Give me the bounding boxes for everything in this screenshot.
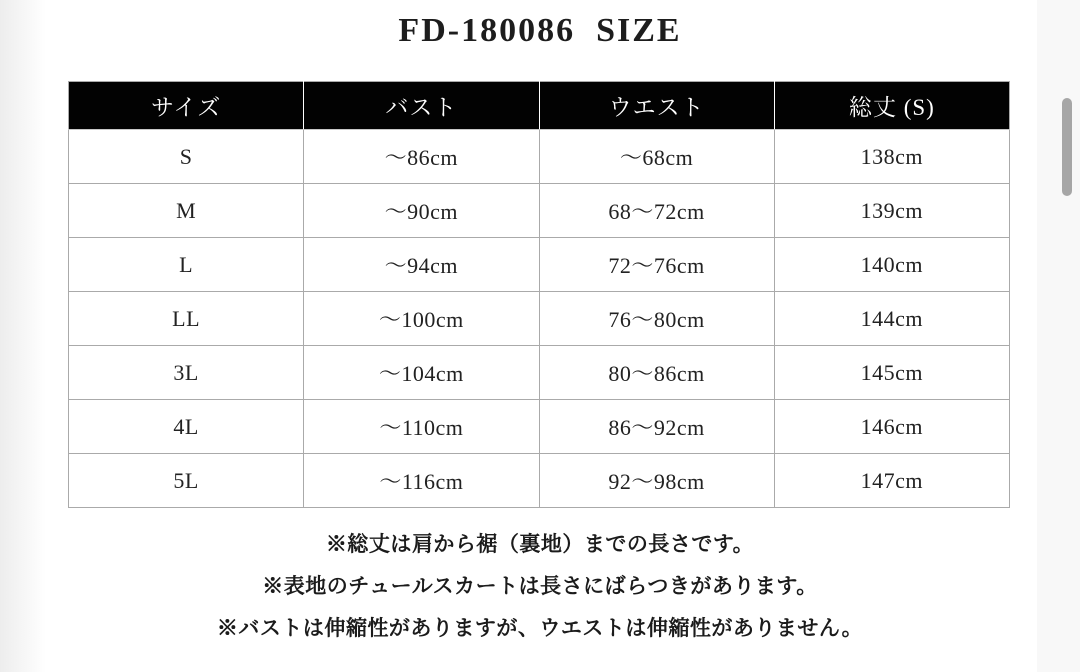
measurement-cell: 80～86cm — [539, 346, 774, 400]
measurement-cell: 144cm — [774, 292, 1009, 346]
measurement-cell: ～86cm — [304, 130, 539, 184]
table-row — [69, 130, 1010, 184]
size-chart — [68, 81, 1010, 508]
size-label-cell: M — [69, 184, 304, 238]
size-label-cell: 4L — [69, 400, 304, 454]
measurement-cell: ～104cm — [304, 346, 539, 400]
size-label-cell: 3L — [69, 346, 304, 400]
footnote-line: ※表地のチュールスカートは長さにばらつきがあります。 — [262, 574, 818, 598]
page-title: FD-180086 SIZE — [398, 12, 682, 49]
measurement-cell: ～90cm — [304, 184, 539, 238]
measurement-cell: ～94cm — [304, 238, 539, 292]
column-header: 総丈 (S) — [774, 82, 1009, 130]
measurement-cell: 86～92cm — [539, 400, 774, 454]
measurement-cell: ～110cm — [304, 400, 539, 454]
measurement-cell: 92～98cm — [539, 454, 774, 508]
measurement-cell: 72～76cm — [539, 238, 774, 292]
measurement-cell: 139cm — [774, 184, 1009, 238]
column-header: ウエスト — [539, 82, 774, 130]
scrollbar-thumb[interactable] — [1062, 98, 1072, 196]
table-row — [69, 400, 1010, 454]
measurement-cell: 140cm — [774, 238, 1009, 292]
column-header: サイズ — [69, 82, 304, 130]
column-header: バスト — [304, 82, 539, 130]
size-label-cell: S — [69, 130, 304, 184]
table-row — [69, 346, 1010, 400]
measurement-cell: 145cm — [774, 346, 1009, 400]
footnote-line: ※バストは伸縮性がありますが、ウエストは伸縮性がありません。 — [216, 616, 864, 640]
size-label-cell: LL — [69, 292, 304, 346]
size-table-body — [69, 130, 1010, 508]
measurement-cell: 138cm — [774, 130, 1009, 184]
header-row — [69, 82, 1010, 130]
size-label-cell: 5L — [69, 454, 304, 508]
measurement-cell: 147cm — [774, 454, 1009, 508]
footnote-line: ※総丈は肩から裾（裏地）までの長さです。 — [325, 532, 755, 556]
table-row — [69, 184, 1010, 238]
measurement-cell: ～100cm — [304, 292, 539, 346]
size-table — [68, 81, 1010, 508]
measurement-cell: 146cm — [774, 400, 1009, 454]
measurement-cell: ～68cm — [539, 130, 774, 184]
table-row — [69, 238, 1010, 292]
size-table-head — [69, 82, 1010, 130]
measurement-cell: 76～80cm — [539, 292, 774, 346]
size-label-cell: L — [69, 238, 304, 292]
measurement-cell: 68～72cm — [539, 184, 774, 238]
measurement-cell: ～116cm — [304, 454, 539, 508]
footnotes — [0, 531, 1080, 657]
table-row — [69, 292, 1010, 346]
table-row — [69, 454, 1010, 508]
